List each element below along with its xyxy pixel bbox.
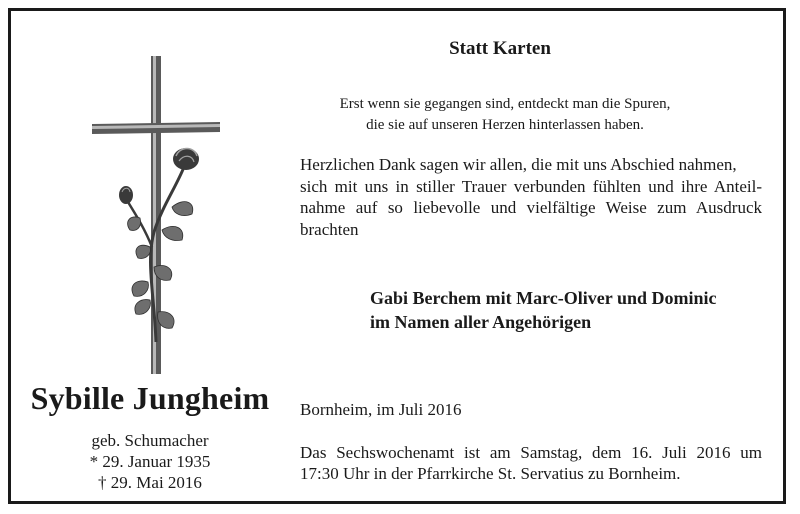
deceased-dates <box>14 430 286 493</box>
signers <box>370 286 770 334</box>
thanks-paragraph <box>300 154 762 240</box>
mass-line: 17:30 Uhr in der Pfarrkirche St. Servatius zu Bornheim. <box>300 464 681 483</box>
thanks-line: sich mit uns in stiller Trauer verbunden fühlten und ihre Anteil- <box>300 176 762 196</box>
thanks-line: nahme auf so liebevolle und vielfältige Weise zum Ausdruck <box>300 198 762 217</box>
deceased-name: Sybille Jungheim <box>30 380 270 416</box>
rose-bud <box>119 186 133 204</box>
place-date: Bornheim, im Juli 2016 <box>300 400 462 419</box>
death-date: † 29. Mai 2016 <box>98 473 202 492</box>
thanks-line: Herzlichen Dank sagen wir allen, die mit uns Abschied nahmen, <box>300 155 737 174</box>
notice-heading: Statt Karten <box>449 38 551 59</box>
cross-with-rose-illustration <box>84 42 264 382</box>
mass-line: Das Sechswochenamt ist am Samstag, dem 16. Juli 2016 um <box>300 443 762 462</box>
maiden-name: geb. Schumacher <box>91 431 209 450</box>
signer-line: im Namen aller Angehörigen <box>370 312 592 332</box>
signer-line: Gabi Berchem mit Marc-Oliver und Dominic <box>370 288 717 308</box>
deceased-column <box>14 14 286 500</box>
quote-line: die sie auf unseren Herzen hinterlassen haben. <box>366 117 644 133</box>
rose-flower <box>173 148 199 170</box>
cross-with-rose-icon <box>84 42 264 382</box>
birth-date: * 29. Januar 1935 <box>89 452 211 471</box>
memorial-quote <box>300 94 710 136</box>
quote-line: Erst wenn sie gegangen sind, entdeckt man die Spuren, <box>339 96 671 112</box>
memorial-mass-info <box>300 442 762 484</box>
thanks-line: brachten <box>300 219 359 239</box>
